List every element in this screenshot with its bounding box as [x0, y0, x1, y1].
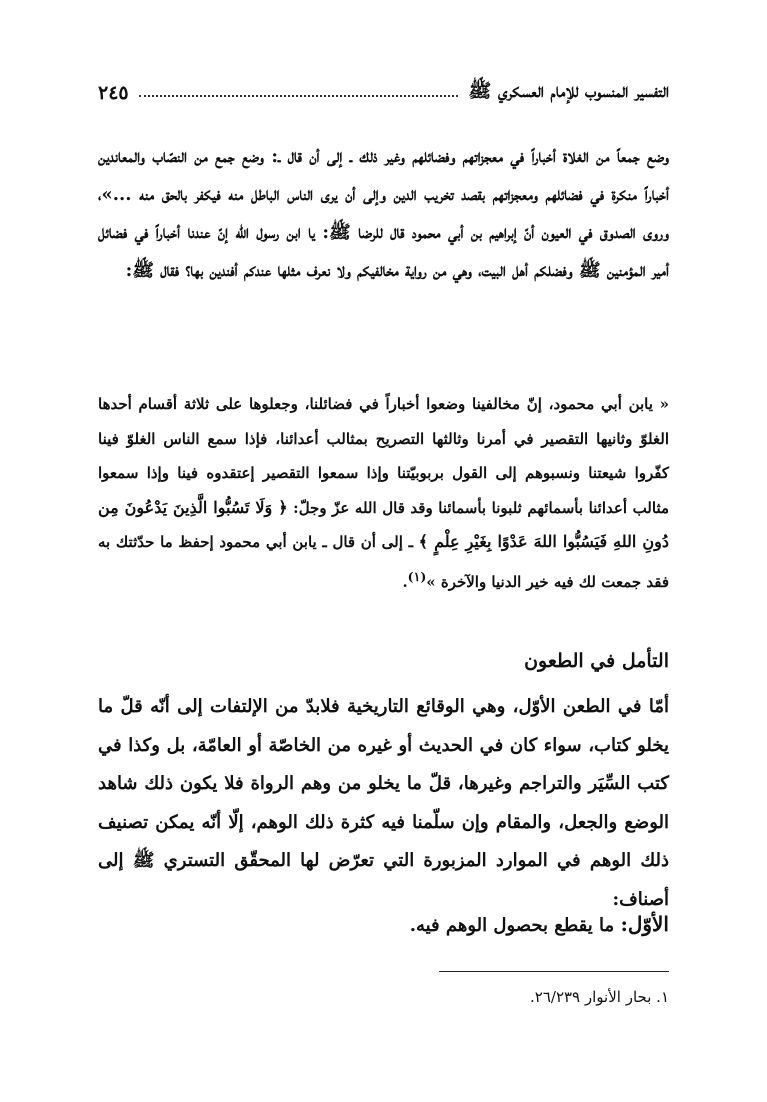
header-dot-leader: [139, 95, 459, 97]
body-paragraph-2: أمّا في الطعن الأوّل، وهي الوقائع التاريخية فلابدّ من الإلتفات إلى أنّه قلّ ما يخلو كتاب، سواء كان في الحديث أو غيره من الخاصّة أو العامّة، بل وكذا في كتب السِّيَر والتراجم وغيرها، قلّ ما يخلو من وهم الرواة فلا يكون ذلك شاهد الوضع والجعل، والمقام وإن سلّمنا فيه كثرة ذلك الوهم، إلّا أنّه يمكن تصنيف ذلك الوهم في الموارد المزبورة التي تعرّض لها المحقّق التستري ﷺ إلى أصناف:: [98, 696, 669, 910]
quote-text: « يابن أبي محمود، إنّ مخالفينا وضعوا أخباراً في فضائلنا، وجعلوها على ثلاثة أقسام أحدها الغلوّ وثانيها التقصير في أمرنا وثالثها التصريح بمثالب أعدائنا، فإذا سمع الناس الغلوّ فينا كفّروا شيعتنا ونسبوهم إلى القول بربوبيّتنا وإذا سمعوا التقصير إعتقدوه فينا وإذا سمعوا مثالب أعدائنا بأسمائهم ثلبونا بأسمائنا وقد قال الله عزّ وجلّ:: [98, 395, 670, 517]
list-item-first: [98, 912, 669, 936]
quote-continuation: ـ إلى أن قال ـ يابن أبي محمود إحفظ ما حدّثتك به فقد جمعت لك فيه خير الدنيا والآخرة »: [98, 533, 669, 591]
page-number: ٢٤٥: [98, 82, 129, 104]
running-header: [98, 78, 669, 108]
footnote-reference[interactable]: (١): [407, 568, 427, 584]
list-item-text: ما يقطع بحصول الوهم فيه.: [409, 915, 615, 936]
quote-end: .: [402, 572, 408, 591]
footnote-separator: [439, 971, 669, 972]
quran-verse: ﴿ وَلَا تَسُبُّوا الَّذِينَ يَدْعُونَ مِن دُونِ اللهِ فَيَسُبُّوا اللهَ عَدْوًا بِغَيْرِ عِلْمٍ ﴾: [98, 497, 669, 551]
list-item-label: الأوّل:: [620, 912, 669, 936]
hadith-quote: [98, 387, 669, 599]
header-title: التفسير المنسوب للإمام العسكري ﷺ: [468, 80, 669, 102]
body-paragraph-1: وضع جمعاً من الغلاة أخباراً في معجزاتهم وفضائلهم وغير ذلك ـ إلى أن قال ـ: وضع جمع من النصّاب والمعاندين أخباراً منكرة في فضائلهم ومعجزاتهم بقصد تخريب الدين وإلى أن يرى الناس الباطل منه فيكفر بالحق منه ...»، وروى الصدوق في العيون أنّ إبراهيم بن أبي محمود قال للرضا ﷺ: يا ابن رسول الله إنّ عندنا أخباراً في فضائل أمير المؤمنين ﷺ وفضلكم أهل البيت، وهي من رواية مخالفيكم ولا نعرف مثلها عندكم أفندين بها؟ فقال ﷺ:: [98, 146, 669, 281]
footnote: ١. بحار الأنوار ٢٦/٢٣٩.: [530, 988, 669, 1006]
section-heading: التأمل في الطعون: [524, 650, 669, 672]
